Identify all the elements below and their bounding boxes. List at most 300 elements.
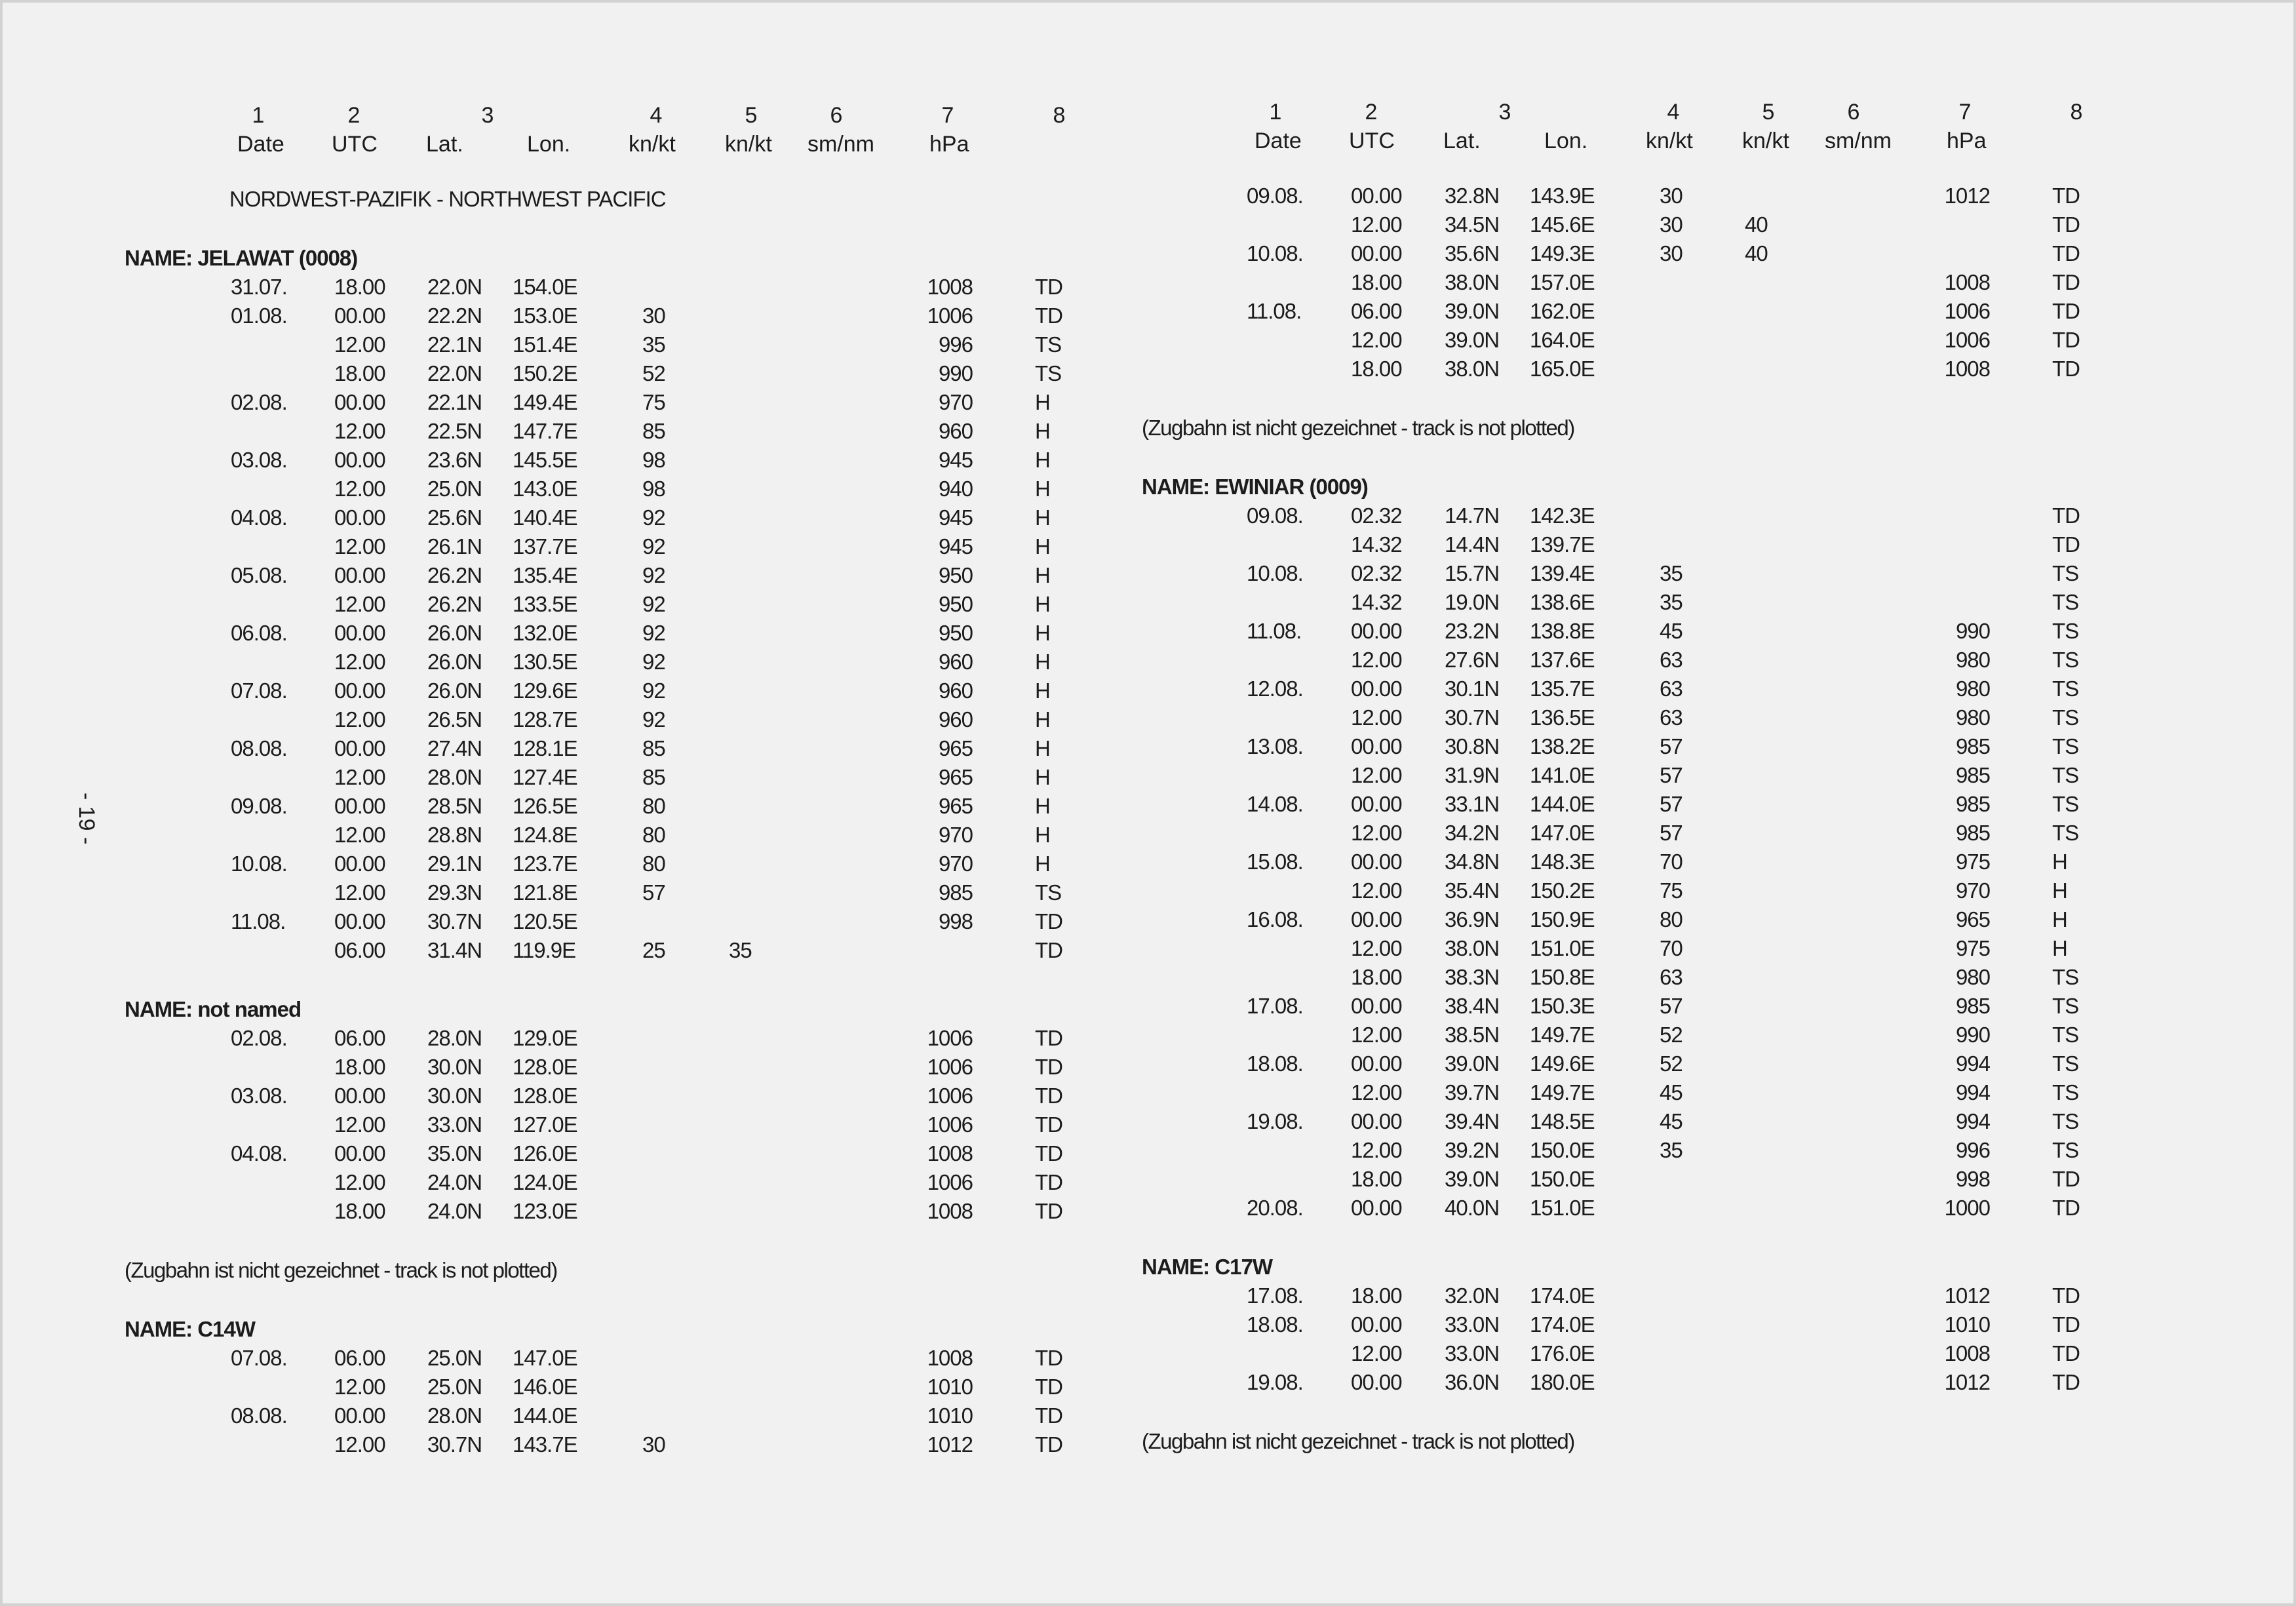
date-cell: 19.08.: [1247, 1109, 1303, 1133]
pressure-cell: 1006: [927, 1084, 973, 1108]
category-cell: TS: [2052, 821, 2079, 845]
spacer: [1020, 1223, 2042, 1253]
utc-cell: 00.00: [1351, 907, 1402, 931]
lat-cell: 26.2N: [427, 592, 482, 616]
pressure-cell: 960: [938, 678, 973, 703]
lon-cell: 143.0E: [513, 477, 577, 501]
lon-cell: 130.5E: [513, 650, 577, 674]
date-cell: 09.08.: [231, 794, 287, 818]
column-number: 8: [1053, 103, 1066, 128]
table-row: [3, 1110, 1062, 1139]
lon-cell: 151.4E: [513, 332, 577, 357]
table-row: [1020, 239, 2080, 268]
wind-knots-cell: 63: [1660, 965, 1683, 989]
lat-cell: 40.0N: [1445, 1196, 1500, 1220]
date-cell: 08.08.: [231, 1403, 287, 1428]
pressure-cell: 1006: [1944, 328, 1990, 352]
column-number: 4: [1667, 100, 1680, 125]
wind-knots-cell: 35: [642, 332, 665, 357]
lat-cell: 39.0N: [1445, 1167, 1500, 1191]
pressure-cell: 1006: [927, 1170, 973, 1194]
table-row: [1020, 1339, 2080, 1368]
category-cell: TD: [2052, 299, 2080, 323]
column-number: 2: [347, 103, 360, 128]
table-row: [1020, 790, 2079, 819]
category-cell: TS: [1035, 332, 1062, 357]
table-row: [1020, 1368, 2080, 1397]
table-row: [3, 648, 1050, 676]
pressure-cell: 994: [1955, 1080, 1990, 1105]
utc-cell: 00.00: [1351, 850, 1402, 874]
wind-knots-cell: 52: [642, 361, 665, 385]
pressure-cell: 980: [1955, 965, 1990, 989]
category-cell: TD: [2052, 212, 2080, 237]
lon-cell: 157.0E: [1530, 270, 1595, 294]
table-row: [3, 503, 1050, 532]
table-row: [1020, 675, 2079, 703]
lon-cell: 150.2E: [1530, 878, 1595, 903]
lat-cell: 39.4N: [1445, 1109, 1500, 1133]
lat-cell: 27.4N: [427, 736, 482, 760]
lon-cell: 138.2E: [1530, 734, 1595, 758]
utc-cell: 00.00: [334, 1084, 385, 1108]
lat-cell: 23.6N: [427, 448, 482, 472]
utc-cell: 00.00: [334, 1141, 385, 1165]
lon-cell: 143.9E: [1530, 184, 1595, 208]
lat-cell: 26.2N: [427, 563, 482, 587]
column-label: kn/kt: [1742, 128, 1789, 153]
wind-knots-cell: 92: [642, 707, 665, 732]
pressure-cell: 960: [938, 419, 973, 443]
utc-cell: 12.00: [334, 1375, 385, 1399]
table-row: [1020, 355, 2080, 383]
column-number: 6: [830, 103, 843, 128]
lon-cell: 150.3E: [1530, 994, 1595, 1018]
table-row: [3, 936, 1062, 965]
date-cell: 09.08.: [1247, 184, 1303, 208]
date-cell: 04.08.: [231, 1141, 287, 1165]
utc-cell: 00.00: [334, 390, 385, 414]
lon-cell: 129.0E: [513, 1026, 577, 1050]
utc-cell: 00.00: [1351, 1109, 1402, 1133]
spacer: [3, 1226, 1025, 1256]
lon-cell: 143.7E: [513, 1432, 577, 1457]
utc-cell: 00.00: [1351, 792, 1402, 816]
utc-cell: 18.00: [1351, 965, 1402, 989]
lat-cell: 39.2N: [1445, 1138, 1500, 1162]
utc-cell: 00.00: [334, 448, 385, 472]
lon-cell: 151.0E: [1530, 936, 1595, 960]
storm-name: NAME: not named: [125, 997, 302, 1021]
spacer: [3, 159, 1025, 185]
utc-cell: 00.00: [1351, 184, 1402, 208]
lon-cell: 140.4E: [513, 505, 577, 530]
pressure-cell: 965: [938, 765, 973, 789]
pressure-cell: 945: [938, 448, 973, 472]
utc-cell: 12.00: [1351, 648, 1402, 672]
category-cell: TS: [2052, 1138, 2079, 1162]
table-row: [1020, 703, 2079, 732]
pressure-cell: 1008: [927, 1199, 973, 1223]
table-row: [3, 388, 1050, 417]
category-cell: H: [1035, 707, 1050, 732]
lat-cell: 26.0N: [427, 621, 482, 645]
table-row: [3, 1139, 1062, 1168]
category-cell: TD: [1035, 1055, 1062, 1079]
date-cell: 02.08.: [231, 1026, 287, 1050]
wind-knots-cell: 92: [642, 505, 665, 530]
category-cell: TS: [2052, 1109, 2079, 1133]
lon-cell: 153.0E: [513, 304, 577, 328]
table-row: [1020, 1310, 2080, 1339]
table-row: [1020, 905, 2067, 934]
gust-knots-cell: 40: [1745, 241, 1768, 265]
lat-cell: 39.0N: [1445, 299, 1500, 323]
lon-cell: 146.0E: [513, 1375, 577, 1399]
category-cell: TS: [2052, 648, 2079, 672]
lat-cell: 22.1N: [427, 332, 482, 357]
table-row: [1020, 992, 2079, 1021]
category-cell: TS: [2052, 994, 2079, 1018]
pressure-cell: 945: [938, 505, 973, 530]
category-cell: TD: [2052, 1341, 2080, 1365]
category-cell: TS: [2052, 561, 2079, 585]
category-cell: TS: [2052, 734, 2079, 758]
category-cell: TD: [1035, 1375, 1062, 1399]
utc-cell: 00.00: [1351, 241, 1402, 265]
lat-cell: 26.0N: [427, 650, 482, 674]
utc-cell: 12.00: [1351, 1080, 1402, 1105]
category-cell: TS: [2052, 792, 2079, 816]
lon-cell: 164.0E: [1530, 328, 1595, 352]
date-cell: 11.08.: [1247, 299, 1302, 323]
lat-cell: 23.2N: [1445, 619, 1500, 643]
utc-cell: 18.00: [1351, 1283, 1402, 1308]
utc-cell: 18.00: [334, 1199, 385, 1223]
lon-cell: 124.0E: [513, 1170, 577, 1194]
table-row: [3, 359, 1062, 388]
utc-cell: 00.00: [1351, 619, 1402, 643]
pressure-cell: 1008: [927, 1346, 973, 1370]
lat-cell: 29.1N: [427, 852, 482, 876]
lon-cell: 123.0E: [513, 1199, 577, 1223]
utc-cell: 00.00: [334, 505, 385, 530]
lat-cell: 26.1N: [427, 534, 482, 558]
utc-cell: 00.00: [1351, 994, 1402, 1018]
date-cell: 10.08.: [1247, 241, 1303, 265]
lon-cell: 144.0E: [1530, 792, 1595, 816]
column-number: 3: [481, 103, 494, 128]
utc-cell: 18.00: [1351, 270, 1402, 294]
table-row: [1020, 876, 2067, 905]
table-row: [1020, 761, 2079, 790]
category-cell: TD: [2052, 241, 2080, 265]
lon-cell: 126.0E: [513, 1141, 577, 1165]
lon-cell: 149.3E: [1530, 241, 1595, 265]
category-cell: TD: [1035, 304, 1062, 328]
category-cell: H: [2052, 850, 2067, 874]
spacer: [1020, 383, 2042, 414]
utc-cell: 18.00: [334, 361, 385, 385]
wind-knots-cell: 52: [1660, 1051, 1683, 1076]
utc-cell: 02.32: [1351, 561, 1402, 585]
lon-cell: 132.0E: [513, 621, 577, 645]
utc-cell: 00.00: [334, 909, 385, 933]
lat-cell: 31.4N: [427, 938, 482, 962]
wind-knots-cell: 75: [642, 390, 665, 414]
page-number: - 19 -: [74, 793, 99, 845]
utc-cell: 12.00: [334, 1112, 385, 1137]
date-cell: 06.08.: [231, 621, 287, 645]
wind-knots-cell: 45: [1660, 1080, 1683, 1105]
date-cell: 18.08.: [1247, 1312, 1303, 1337]
date-cell: 18.08.: [1247, 1051, 1303, 1076]
category-cell: H: [1035, 419, 1050, 443]
utc-cell: 12.00: [1351, 705, 1402, 730]
column-number: 8: [2070, 100, 2083, 125]
lon-cell: 127.0E: [513, 1112, 577, 1137]
utc-cell: 00.00: [1351, 1370, 1402, 1394]
category-cell: TD: [1035, 1403, 1062, 1428]
table-row: [1020, 1107, 2079, 1136]
category-cell: TD: [2052, 270, 2080, 294]
utc-cell: 00.00: [1351, 1051, 1402, 1076]
table-row: [1020, 559, 2079, 588]
category-cell: H: [1035, 505, 1050, 530]
column-numbers-row: [3, 101, 1066, 130]
lat-cell: 38.3N: [1445, 965, 1500, 989]
category-cell: TS: [1035, 361, 1062, 385]
storm-name: NAME: JELAWAT (0008): [125, 246, 358, 270]
utc-cell: 12.00: [1351, 1138, 1402, 1162]
wind-knots-cell: 30: [1660, 184, 1683, 208]
table-row: [3, 1430, 1062, 1459]
lon-cell: 137.6E: [1530, 648, 1595, 672]
pressure-cell: 980: [1955, 705, 1990, 730]
category-cell: TS: [2052, 1080, 2079, 1105]
column-label: hPa: [929, 132, 969, 157]
category-cell: TS: [2052, 705, 2079, 730]
lon-cell: 150.8E: [1530, 965, 1595, 989]
utc-cell: 12.00: [334, 592, 385, 616]
table-row: [1020, 1021, 2079, 1049]
lat-cell: 34.8N: [1445, 850, 1500, 874]
track-note: (Zugbahn ist nicht gezeichnet - track is not plotted): [125, 1258, 557, 1282]
pressure-cell: 1010: [927, 1403, 973, 1428]
category-cell: TD: [2052, 1283, 2080, 1308]
utc-cell: 00.00: [334, 304, 385, 328]
lat-cell: 32.0N: [1445, 1283, 1500, 1308]
wind-knots-cell: 45: [1660, 1109, 1683, 1133]
table-row: [1020, 732, 2079, 761]
utc-cell: 18.00: [334, 1055, 385, 1079]
lon-cell: 128.7E: [513, 707, 577, 732]
utc-cell: 06.00: [334, 1026, 385, 1050]
utc-cell: 12.00: [334, 823, 385, 847]
spacer: [1020, 1397, 2042, 1427]
lat-cell: 24.0N: [427, 1170, 482, 1194]
table-row: [1020, 501, 2080, 530]
column-label: kn/kt: [725, 132, 772, 157]
table-row: [3, 676, 1050, 705]
pressure-cell: 985: [1955, 994, 1990, 1018]
lon-cell: 149.7E: [1530, 1023, 1595, 1047]
category-cell: H: [2052, 907, 2067, 931]
wind-knots-cell: 98: [642, 477, 665, 501]
date-cell: 07.08.: [231, 1346, 287, 1370]
utc-cell: 12.00: [334, 880, 385, 905]
track-note: (Zugbahn ist nicht gezeichnet - track is not plotted): [1142, 416, 1574, 440]
utc-cell: 06.00: [1351, 299, 1402, 323]
lat-cell: 33.0N: [427, 1112, 482, 1137]
wind-knots-cell: 57: [1660, 792, 1683, 816]
table-row: [3, 907, 1062, 936]
utc-cell: 12.00: [334, 707, 385, 732]
column-number: 5: [745, 103, 758, 128]
lat-cell: 39.0N: [1445, 328, 1500, 352]
pressure-cell: 996: [938, 332, 973, 357]
pressure-cell: 1008: [927, 1141, 973, 1165]
pressure-cell: 945: [938, 534, 973, 558]
column-number: 4: [650, 103, 663, 128]
wind-knots-cell: 57: [1660, 821, 1683, 845]
pressure-cell: 980: [1955, 648, 1990, 672]
date-cell: 03.08.: [231, 1084, 287, 1108]
category-cell: TD: [1035, 1199, 1062, 1223]
column-number: 3: [1498, 100, 1511, 125]
date-cell: 05.08.: [231, 563, 287, 587]
pressure-cell: 960: [938, 650, 973, 674]
lat-cell: 38.0N: [1445, 357, 1500, 381]
table-row: [1020, 1136, 2079, 1165]
column-number: 1: [252, 103, 265, 128]
lon-cell: 128.1E: [513, 736, 577, 760]
utc-cell: 00.00: [334, 852, 385, 876]
table-row: [1020, 1165, 2080, 1194]
date-cell: 04.08.: [231, 505, 287, 530]
lon-cell: 139.4E: [1530, 561, 1595, 585]
table-row: [1020, 848, 2067, 876]
lat-cell: 36.0N: [1445, 1370, 1500, 1394]
utc-cell: 00.00: [334, 563, 385, 587]
category-cell: TD: [2052, 184, 2080, 208]
utc-cell: 02.32: [1351, 503, 1402, 528]
column-label: kn/kt: [1646, 128, 1693, 153]
table-row: [3, 1082, 1062, 1110]
date-cell: 10.08.: [1247, 561, 1303, 585]
table-row: [1020, 297, 2080, 326]
lat-cell: 31.9N: [1445, 763, 1500, 787]
lat-cell: 30.8N: [1445, 734, 1500, 758]
column-number: 7: [1958, 100, 1972, 125]
lon-cell: 150.0E: [1530, 1167, 1595, 1191]
category-cell: TD: [1035, 1432, 1062, 1457]
lat-cell: 30.7N: [427, 1432, 482, 1457]
lat-cell: 25.0N: [427, 1375, 482, 1399]
table-row: [1020, 588, 2079, 617]
table-row: [1020, 646, 2079, 675]
utc-cell: 14.32: [1351, 532, 1402, 557]
pressure-cell: 990: [1955, 1023, 1990, 1047]
table-row: [3, 619, 1050, 648]
wind-knots-cell: 30: [1660, 241, 1683, 265]
utc-cell: 12.00: [334, 419, 385, 443]
category-cell: H: [1035, 448, 1050, 472]
pressure-cell: 996: [1955, 1138, 1990, 1162]
lat-cell: 14.7N: [1445, 503, 1500, 528]
category-cell: TD: [2052, 1196, 2080, 1220]
category-cell: TS: [2052, 1051, 2079, 1076]
spacer: [3, 1285, 1025, 1315]
lon-cell: 120.5E: [513, 909, 577, 933]
table-row: [3, 417, 1050, 446]
lon-cell: 138.6E: [1530, 590, 1595, 614]
category-cell: TD: [2052, 1312, 2080, 1337]
column-number: 6: [1847, 100, 1860, 125]
category-cell: TD: [1035, 1112, 1062, 1137]
category-cell: TD: [1035, 909, 1062, 933]
spacer: [1020, 442, 2042, 473]
table-row: [1020, 1049, 2079, 1078]
table-row: [1020, 617, 2079, 646]
spacer: [3, 214, 1025, 244]
pressure-cell: 965: [938, 794, 973, 818]
category-cell: H: [1035, 678, 1050, 703]
date-cell: 31.07.: [231, 275, 287, 299]
lon-cell: 121.8E: [513, 880, 577, 905]
lat-cell: 29.3N: [427, 880, 482, 905]
category-cell: H: [1035, 390, 1050, 414]
utc-cell: 00.00: [1351, 676, 1402, 701]
lon-cell: 147.0E: [513, 1346, 577, 1370]
pressure-cell: 1010: [1944, 1312, 1990, 1337]
date-cell: 01.08.: [231, 304, 287, 328]
wind-knots-cell: 92: [642, 678, 665, 703]
date-cell: 20.08.: [1247, 1196, 1303, 1220]
table-row: [3, 302, 1062, 330]
table-row: [3, 705, 1050, 734]
lat-cell: 28.0N: [427, 765, 482, 789]
pressure-cell: 1012: [1944, 1283, 1990, 1308]
table-row: [3, 330, 1062, 359]
lat-cell: 35.6N: [1445, 241, 1500, 265]
wind-knots-cell: 30: [642, 1432, 665, 1457]
table-row: [1020, 1282, 2080, 1310]
category-cell: TD: [2052, 357, 2080, 381]
utc-cell: 12.00: [334, 534, 385, 558]
storm-name: NAME: EWINIAR (0009): [1142, 475, 1368, 499]
category-cell: H: [1035, 823, 1050, 847]
lat-cell: 35.4N: [1445, 878, 1500, 903]
pressure-cell: 970: [938, 852, 973, 876]
column-label: sm/nm: [1825, 128, 1892, 153]
lat-cell: 39.7N: [1445, 1080, 1500, 1105]
lat-cell: 26.0N: [427, 678, 482, 703]
date-cell: 07.08.: [231, 678, 287, 703]
category-cell: TD: [1035, 1346, 1062, 1370]
category-cell: TS: [2052, 590, 2079, 614]
table-row: [1020, 210, 2080, 239]
lat-cell: 22.2N: [427, 304, 482, 328]
pressure-cell: 1006: [927, 1026, 973, 1050]
pressure-cell: 1006: [927, 304, 973, 328]
lat-cell: 33.0N: [1445, 1341, 1500, 1365]
wind-knots-cell: 92: [642, 534, 665, 558]
table-row: [3, 1024, 1062, 1053]
wind-knots-cell: 80: [642, 852, 665, 876]
category-cell: TD: [2052, 328, 2080, 352]
lon-cell: 127.4E: [513, 765, 577, 789]
